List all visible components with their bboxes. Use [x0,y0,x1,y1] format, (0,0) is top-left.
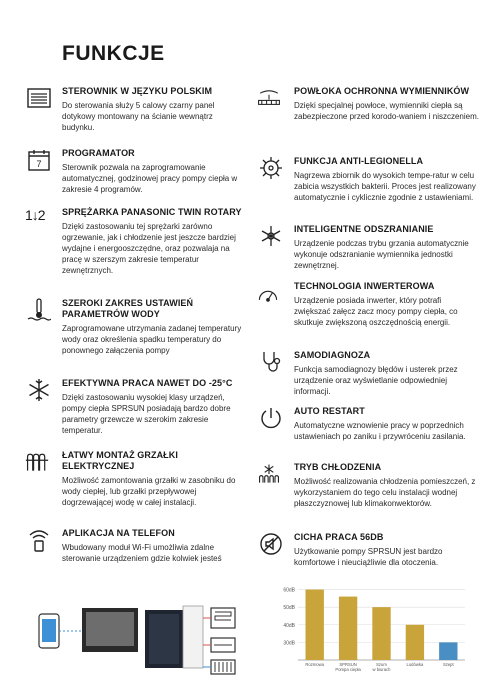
feature-electric-heater [62,450,247,508]
x-tick-label: Szept [442,662,454,667]
chart-bar [439,642,457,660]
feature-efficient-work [62,378,247,436]
y-tick-label: 50dB [283,605,295,612]
feature-title: STEROWNIK W JĘZYKU POLSKIM [62,86,213,96]
chart-bar [306,590,324,660]
feature-text: Automatyczne wznowienie pracy w poprzednich ustawieniach po zaniku i przywróceniu zasilania. [294,421,466,441]
feature-self-diagnosis [294,350,479,397]
feature-quiet-operation [294,532,479,568]
x-tick-label: Lodówka [406,662,424,667]
chart-bar [372,607,390,660]
feature-title: PROGRAMATOR [62,148,135,158]
feature-programmer [62,148,247,195]
feature-text: Dzięki specjalnej powłoce, wymienniki ciepła są zabezpieczone przed korodo-waniem i niszczeniem. [294,101,479,121]
feature-auto-restart [294,406,479,442]
x-tick-label: SPRSUN [339,662,357,667]
feature-title: CICHA PRACA 56DB [294,532,384,542]
heater-icon [25,450,53,474]
feature-compressor [62,207,247,276]
feature-title: FUNKCJA ANTI-LEGIONELLA [294,156,424,166]
feature-text: Użytkowanie pompy SPRSUN jest bardzo komfortowe i nieuciążliwie dla otoczenia. [294,547,443,567]
feature-cooling-mode [294,462,479,509]
feature-polish-controller [62,86,247,133]
feature-anti-legionella [294,156,479,203]
feature-text: Sterownik pozwala na zaprogramowanie automatycznej, godzinowej pracy pompy ciepła w zakresie 4 programów. [62,163,238,194]
feature-title: EFEKTYWNA PRACA NAWET DO -25°C [62,378,233,388]
feature-text: Możliwość realizowania chłodzenia pomieszczeń, z wykorzystaniem do tego celu instalacji wodnej płaszczyznowej lub klimakonwektorów. [294,477,476,508]
chart-bar [339,597,357,660]
power-restart-icon [259,406,283,430]
feature-title: INTELIGENTNE ODSZRANIANIE [294,224,434,234]
touch-panel-icon [27,86,51,110]
mute-icon [259,532,283,556]
feature-text: Nagrzewa zbiornik do wysokich tempe-ratur w celu zabicia wszystkich bakterii. Proces jest realizowany automatycznie i cyklicznie zgodnie z ustawieniami. [294,171,476,202]
x-tick-label: Pompa ciepła [335,667,361,672]
calendar-number: 7 [36,159,42,169]
feature-text: Dzięki zastosowaniu tej sprężarki zarówno ogrzewanie, jak i chłodzenie jest jeszcze bardziej wydajne i energooszczędne, oraz pozwalaja na pracę w szerszym zakresie temperatur zewnętrznych. [62,222,236,275]
cooling-icon [257,462,285,486]
snowflake-icon [27,378,51,402]
feature-text: Możliwość zamontowania grzałki w zasobniku do wody ciepłej, lub grzałki przepływowej dogrzewającej wodę w całej instalacji. [62,476,236,507]
twin-rotary-icon [25,207,55,231]
feature-title: SZEROKI ZAKRES USTAWIEŃ PARAMETRÓW WODY [62,298,194,319]
stethoscope-icon [259,350,283,374]
x-tick-label: w biurach [372,667,391,672]
chart-bar [406,625,424,660]
feature-smart-defrost [294,224,479,271]
indoor-unit-illustration [183,606,203,668]
thermometer-water-icon [27,298,51,322]
feature-title: SAMODIAGNOZA [294,350,371,360]
feature-text: Urządzenie podczas trybu grzania automatycznie wykonuje odszranianie wymiennika jednostki zewnętrznej. [294,239,469,270]
x-tick-label: Rozmowa [305,662,325,667]
feature-title: ŁATWY MONTAŻ GRZAŁKI ELEKTRYCZNEJ [62,450,178,471]
feature-text: Zaprogramowane utrzymania zadanej temperatury wody oraz określenia spadku temperatury do ponownego załączenia pompy [62,324,242,355]
y-tick-label: 40dB [283,622,295,629]
feature-inverter [294,281,479,328]
twin-rotary-icon-text: 1↓2 [25,207,45,223]
wifi-phone-icon [27,528,51,552]
feature-text: Urządzenie posiada inwerter, który potrafi zwiększać załęcz zacz mocy pompy ciepła, co skutkuje zwiększoną oszczędnością energii. [294,296,458,327]
feature-phone-app [62,528,247,564]
feature-water-params [62,298,247,356]
feature-text: Funkcja samodiagnozy błędów i usterek przez urządzenie oraz wyświetlanie odpowiedniej informacji. [294,365,458,396]
product-illustration [25,598,260,688]
feature-title: TRYB CHŁODZENIA [294,462,382,472]
feature-title: TECHNOLOGIA INWERTEROWA [294,281,435,291]
feature-text: Do sterowania służy 5 calowy czarny panel dotykowy montowany na ścianie wewnątrz budynku. [62,101,215,132]
coating-icon [257,86,287,110]
inverter-icon [256,281,284,305]
noise-chart-svg [270,580,470,695]
feature-text: Dzięki zastosowaniu wysokiej klasy urządzeń, pompy ciepła SPRSUN posiadają bardzo dobre parametry grzewcze w szerokim zakresie temperatur. [62,393,231,435]
x-tick-label: Szum [376,662,387,667]
feature-title: SPRĘŻARKA PANASONIC TWIN ROTARY [62,207,242,217]
y-tick-label: 30dB [283,640,295,647]
feature-text: Wbudowany moduł Wi-Fi umożliwia zdalne sterowanie urządzeniem gdzie kolwiek jesteś [62,543,222,563]
feature-title: APLIKACJA NA TELEFON [62,528,175,538]
feature-title: AUTO RESTART [294,406,365,416]
calendar-icon [27,148,51,172]
defrost-icon [259,224,283,248]
page-title: FUNKCJE [62,42,165,65]
bacteria-icon [259,156,283,180]
y-tick-label: 60dB [283,587,295,594]
feature-protective-coating [294,86,479,122]
feature-title: POWŁOKA OCHRONNA WYMIENNIKÓW [294,86,470,96]
noise-chart [270,580,470,695]
